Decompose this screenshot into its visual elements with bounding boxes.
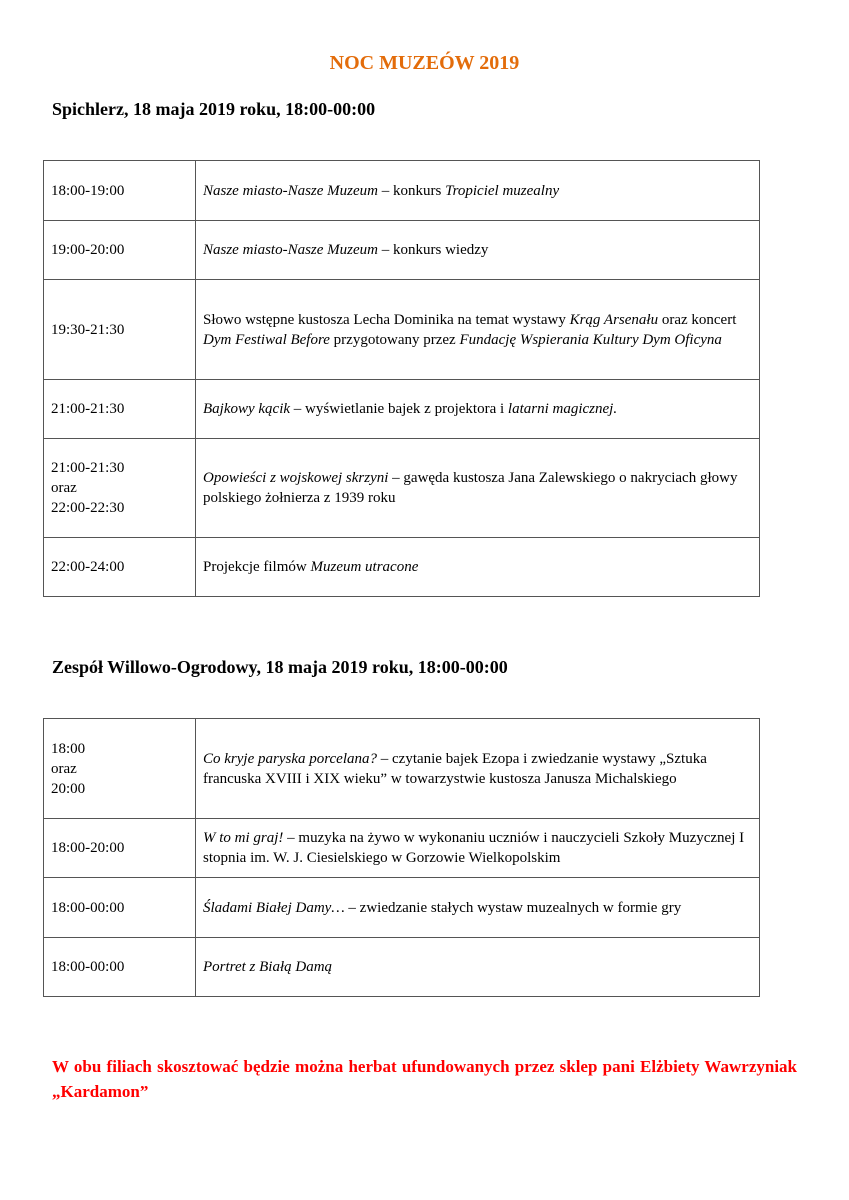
- time-line: 22:00-24:00: [51, 559, 125, 575]
- time-line: 21:00-21:30: [51, 460, 125, 476]
- description-cell: [196, 161, 760, 221]
- event-text: – konkurs: [378, 182, 446, 199]
- table-row: [44, 161, 760, 221]
- time-line: 22:00-22:30: [51, 500, 125, 516]
- table-row: [44, 221, 760, 280]
- description-cell: [196, 380, 760, 439]
- event-title: Nasze miasto-Nasze Muzeum: [203, 182, 378, 199]
- event-title: Dym Festiwal Before: [203, 331, 330, 348]
- description-cell: [196, 439, 760, 538]
- table-row: [44, 938, 760, 997]
- event-text: – muzyka na żywo w wykonaniu uczniów i nauczycieli Szkoły Muzycznej I stopnia im. W. J. Ciesielskiego w Gorzowie Wielkopolskim: [203, 830, 745, 866]
- tea-note: W obu filiach skosztować będzie można herbat ufundowanych przez sklep pani Elżbiety Wawrzyniak „Kardamon”: [52, 1057, 797, 1101]
- schedule-table-zespol: [43, 718, 760, 997]
- time-cell: [44, 878, 196, 938]
- table-row: [44, 439, 760, 538]
- page-title: NOC MUZEÓW 2019: [329, 52, 520, 74]
- table-row: [44, 719, 760, 819]
- time-line: 19:30-21:30: [51, 321, 125, 338]
- time-line: oraz: [51, 480, 77, 496]
- time-cell: [44, 719, 196, 819]
- description-cell: [196, 719, 760, 819]
- event-text: Projekcje filmów: [203, 559, 311, 575]
- event-title: latarni magicznej.: [507, 401, 618, 417]
- event-text: – zwiedzanie stałych wystaw muzealnych w formie gry: [344, 899, 682, 916]
- time-line: 21:00-21:30: [51, 401, 125, 417]
- table-row: [44, 380, 760, 439]
- event-title: Portret z Białą Damą: [203, 959, 333, 975]
- time-cell: [44, 280, 196, 380]
- time-cell: [44, 380, 196, 439]
- event-text: – konkurs wiedzy: [378, 242, 489, 258]
- time-line: 18:00-20:00: [51, 840, 125, 856]
- description-cell: [196, 221, 760, 280]
- time-line: 18:00-00:00: [51, 959, 125, 975]
- description-cell: [196, 938, 760, 997]
- event-title: Opowieści z wojskowej skrzyni: [203, 470, 389, 486]
- event-title: Muzeum utracone: [310, 559, 419, 575]
- event-title: W to mi graj!: [203, 830, 284, 846]
- event-text: – wyświetlanie bajek z projektora i: [290, 401, 508, 417]
- event-text: oraz koncert: [658, 311, 737, 328]
- event-text: – czytanie bajek Ezopa i zwiedzanie wystawy „Sztuka francuska XVIII i XIX wieku” w towarzystwie kustosza Janusza Michalskiego: [203, 750, 707, 787]
- time-line: 19:00-20:00: [51, 242, 125, 258]
- event-title: Fundację Wspierania Kultury Dym Oficyna: [459, 331, 722, 348]
- time-line: 18:00: [51, 740, 86, 757]
- time-line: oraz: [51, 760, 77, 777]
- table-row: [44, 538, 760, 597]
- event-text: Słowo wstępne kustosza Lecha Dominika na temat wystawy: [203, 311, 570, 328]
- section-heading-spichlerz: Spichlerz, 18 maja 2019 roku, 18:00-00:00: [52, 99, 376, 119]
- time-line: 18:00-19:00: [51, 182, 125, 199]
- time-line: 18:00-00:00: [51, 899, 125, 916]
- event-title: Co kryje paryska porcelana?: [203, 750, 377, 767]
- time-cell: [44, 221, 196, 280]
- table-row: [44, 819, 760, 878]
- time-cell: [44, 538, 196, 597]
- schedule-table-spichlerz: [43, 160, 760, 597]
- time-line: 20:00: [51, 780, 86, 797]
- table-row: [44, 280, 760, 380]
- section-heading-zespol: Zespół Willowo-Ogrodowy, 18 maja 2019 roku, 18:00-00:00: [52, 657, 508, 677]
- time-cell: [44, 161, 196, 221]
- table-row: [44, 878, 760, 938]
- time-cell: [44, 439, 196, 538]
- time-cell: [44, 819, 196, 878]
- description-cell: [196, 878, 760, 938]
- event-title: Śladami Białej Damy…: [203, 899, 345, 916]
- description-cell: [196, 819, 760, 878]
- description-cell: [196, 280, 760, 380]
- event-text: – gawęda kustosza Jana Zalewskiego o nakryciach głowy polskiego żołnierza z 1939 roku: [203, 470, 738, 506]
- time-cell: [44, 938, 196, 997]
- event-title: Bajkowy kącik: [203, 401, 291, 417]
- event-title: Nasze miasto-Nasze Muzeum: [203, 242, 378, 258]
- event-text: przygotowany przez: [329, 331, 460, 348]
- event-title: Krąg Arsenału: [569, 311, 659, 328]
- event-title: Tropiciel muzealny: [445, 182, 560, 199]
- description-cell: [196, 538, 760, 597]
